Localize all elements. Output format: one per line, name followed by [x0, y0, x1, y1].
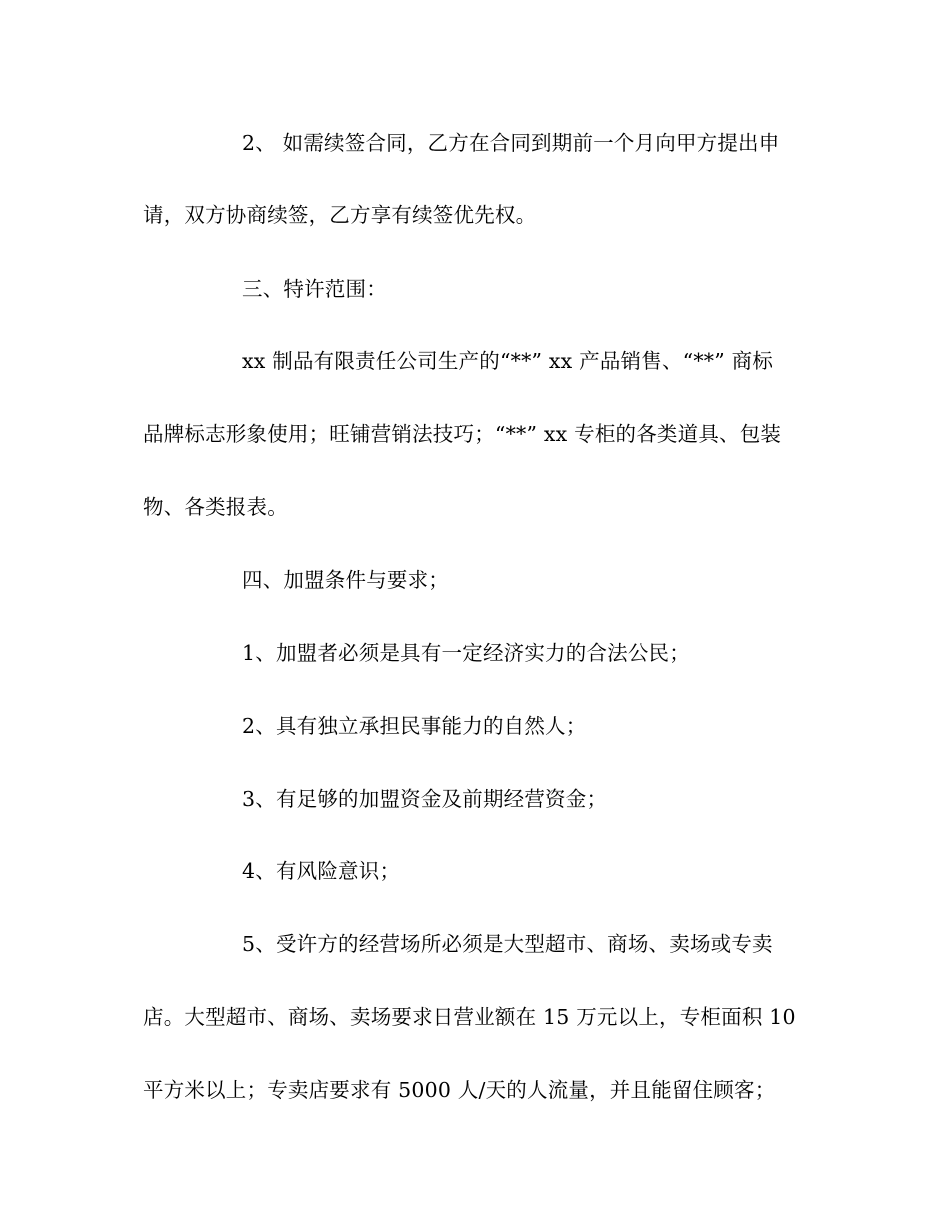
- requirement-3: 3、有足够的加盟资金及前期经营资金；: [242, 787, 608, 811]
- section-3-heading: 三、特许范围：: [242, 277, 387, 301]
- section-3-body-line-1: xx 制品有限责任公司生产的“**” xx 产品销售、“**” 商标: [242, 349, 774, 373]
- section-4-heading: 四、加盟条件与要求；: [242, 568, 449, 592]
- clause-2-renewal-line-1: 2、 如需续签合同，乙方在合同到期前一个月向甲方提出申: [242, 131, 780, 155]
- clause-2-renewal-line-2: 请，双方协商续签，乙方享有续签优先权。: [143, 203, 537, 227]
- section-3-body-line-3: 物、各类报表。: [143, 495, 288, 519]
- requirement-5-line-3: 平方米以上；专卖店要求有 5000 人/天的人流量，并且能留住顾客；: [143, 1078, 776, 1102]
- requirement-2: 2、具有独立承担民事能力的自然人；: [242, 714, 587, 738]
- requirement-4: 4、有风险意识；: [242, 859, 401, 883]
- section-3-body-line-2: 品牌标志形象使用；旺铺营销法技巧；“**” xx 专柜的各类道具、包装: [143, 422, 782, 446]
- requirement-1: 1、加盟者必须是具有一定经济实力的合法公民；: [242, 641, 690, 665]
- requirement-5-line-2: 店。大型超市、商场、卖场要求日营业额在 15 万元以上，专柜面积 10: [143, 1005, 796, 1029]
- requirement-5-line-1: 5、受许方的经营场所必须是大型超市、商场、卖场或专卖: [242, 932, 773, 956]
